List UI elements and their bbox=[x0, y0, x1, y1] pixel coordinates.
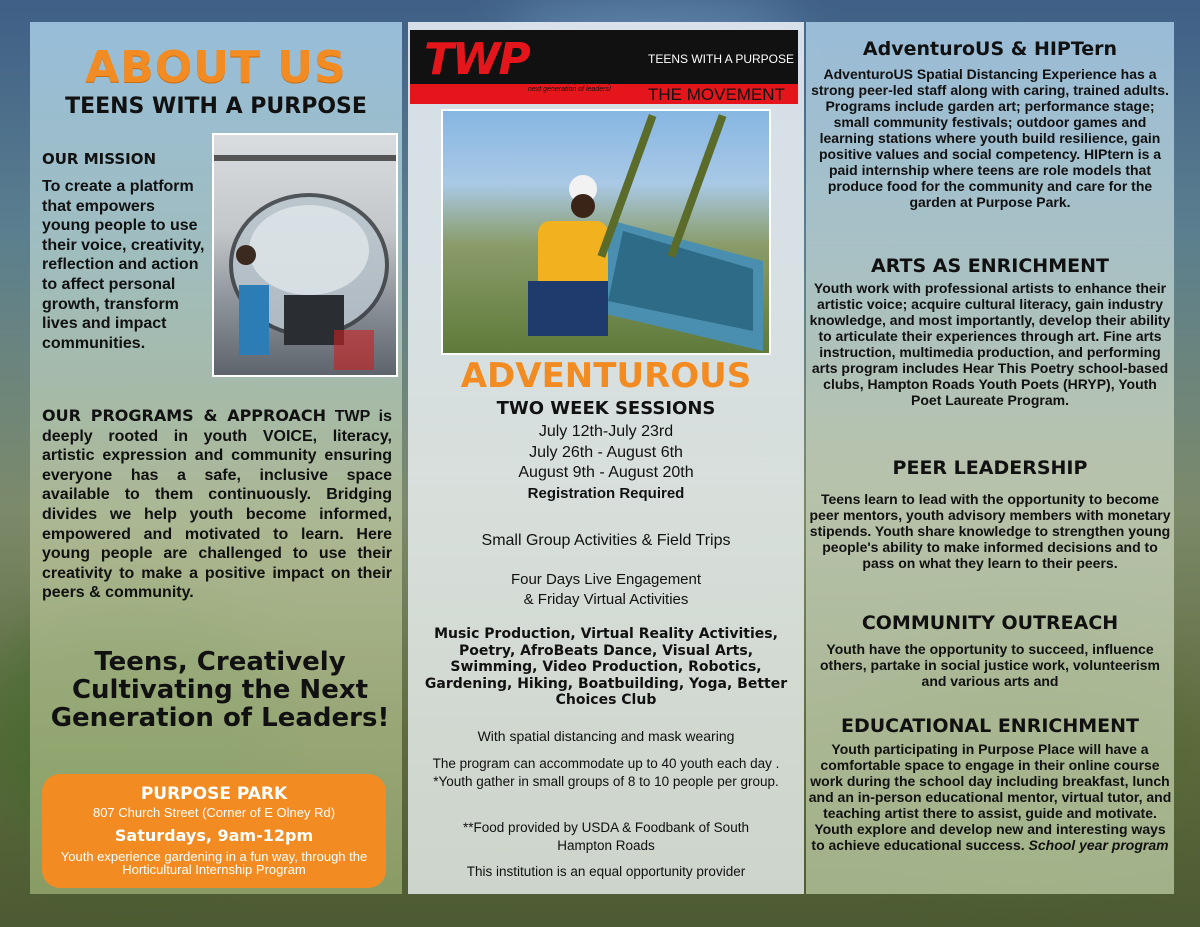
tagline: Teens, Creatively Cultivating the Next Generation of Leaders! bbox=[50, 647, 390, 733]
programs-panel bbox=[806, 22, 1174, 894]
education-paragraph bbox=[808, 741, 1172, 853]
engagement-text: Four Days Live Engagement & Friday Virtual Activities bbox=[510, 571, 702, 608]
park-title: PURPOSE PARK bbox=[140, 784, 288, 804]
arts-text: Youth work with professional artists to enhance their artistic voice; acquire cultural literacy, gain industry knowledge, and most importantly, develop their ability to articulate their experiences through art. Fine arts instruction, multimedia production, and performing arts program includes Hear This Poetry school-based clubs, Hampton Roads Youth Poets (HRYP), Youth Poet Laureate Program. bbox=[809, 280, 1171, 408]
session-date: August 9th - August 20th bbox=[518, 464, 694, 481]
purpose-park-card bbox=[42, 774, 386, 888]
program-list: Music Production, Virtual Reality Activities, Poetry, AfroBeats Dance, Visual Arts, Swimming, Video Production, Robotics, Gardening, Hiking, Boatbuilding, Yoga, Better Choices Club bbox=[424, 626, 788, 708]
arts-heading: ARTS AS ENRICHMENT bbox=[871, 255, 1109, 277]
sessions-panel bbox=[408, 22, 804, 894]
capacity-note: The program can accommodate up to 40 youth each day . *Youth gather in small groups of 8 to 10 people per group. bbox=[432, 756, 780, 789]
twp-logo: TWP bbox=[424, 34, 529, 85]
session-dates bbox=[408, 422, 804, 504]
food-note: **Food provided by USDA & Foodbank of South Hampton Roads bbox=[463, 820, 749, 853]
outreach-text: Youth have the opportunity to succeed, influence others, partake in social justice work, volunteerism and various arts and bbox=[819, 641, 1160, 689]
mission-heading: OUR MISSION bbox=[42, 150, 157, 168]
equal-opportunity-note: This institution is an equal opportunity provider bbox=[466, 864, 746, 879]
outreach-heading: COMMUNITY OUTREACH bbox=[861, 612, 1119, 634]
registration-note: Registration Required bbox=[527, 484, 685, 502]
sessions-heading: TWO WEEK SESSIONS bbox=[496, 398, 716, 419]
session-date: July 26th - August 6th bbox=[529, 443, 683, 461]
programs-heading: OUR PROGRAMS & APPROACH bbox=[42, 406, 327, 425]
mission-text: To create a platform that empowers young people to use their voice, creativity, reflection and action to affect personal growth, transform lives and impact communities. bbox=[42, 178, 205, 352]
about-title: ABOUT US bbox=[85, 42, 347, 93]
park-address: 807 Church Street (Corner of E Olney Rd) bbox=[92, 805, 336, 820]
logo-tagline: Teens creatively cultivating the next generation of leaders! bbox=[528, 78, 624, 93]
banner-title: TEENS WITH A PURPOSE bbox=[648, 52, 795, 66]
helicopter-illustration bbox=[214, 135, 396, 375]
about-panel bbox=[30, 22, 402, 894]
activities-line: Small Group Activities & Field Trips bbox=[481, 532, 731, 549]
education-text: Youth participating in Purpose Place will have a comfortable space to engage in their online course work during the school day including breakfast, lunch and an in-person educational mentor, virtual tutor, and teaching artist there to assist, guide and motivate. Youth explore and develop new and interesting ways to achieve educational success. bbox=[808, 741, 1172, 853]
adventurous-title: ADVENTUROUS bbox=[460, 356, 752, 396]
helicopter-photo bbox=[212, 133, 398, 377]
peer-text: Teens learn to lead with the opportunity to become peer mentors, youth advisory members with monetary stipends. Youth share knowledge to strengthen young people's ability to make informed decisions and to pass on what they learn to their peers. bbox=[809, 491, 1171, 571]
park-description: Youth experience gardening in a fun way, through the Horticultural Internship Program bbox=[60, 849, 368, 877]
adventurous-text: AdventuroUS Spatial Distancing Experience has a strong peer-led staff along with caring, trained adults. Programs include garden art; performance stage; small community festivals; outdoor games and learning stations where youth build resilience, gain positive values and social competency. HIPtern is a paid internship where teens are role models that produce food for the community and care for the garden at Purpose Park. bbox=[811, 66, 1169, 210]
programs-paragraph bbox=[42, 406, 392, 603]
distancing-note: With spatial distancing and mask wearing bbox=[477, 728, 735, 744]
park-hours: Saturdays, 9am-12pm bbox=[114, 826, 314, 845]
education-program-note: School year program bbox=[1028, 837, 1169, 853]
programs-text: TWP is deeply rooted in youth VOICE, literacy, artistic expression and community ensuring everyone has a safe, inclusive space available to them continuously. Bridging divides we help youth become informed, empowered and motivated to learn. Here young people are challenged to use their creativity to make a positive impact on their peers & community. bbox=[42, 408, 392, 602]
twp-banner bbox=[410, 30, 798, 104]
adventurous-heading: AdventuroUS & HIPTern bbox=[862, 38, 1118, 60]
about-subtitle: TEENS WITH A PURPOSE bbox=[65, 94, 367, 119]
education-heading: EDUCATIONAL ENRICHMENT bbox=[840, 715, 1140, 737]
banner-subtitle: THE MOVEMENT bbox=[648, 85, 785, 104]
garden-art-illustration bbox=[443, 111, 769, 353]
session-date: July 12th-July 23rd bbox=[538, 423, 674, 440]
garden-art-photo bbox=[441, 109, 771, 355]
peer-heading: PEER LEADERSHIP bbox=[892, 457, 1088, 479]
